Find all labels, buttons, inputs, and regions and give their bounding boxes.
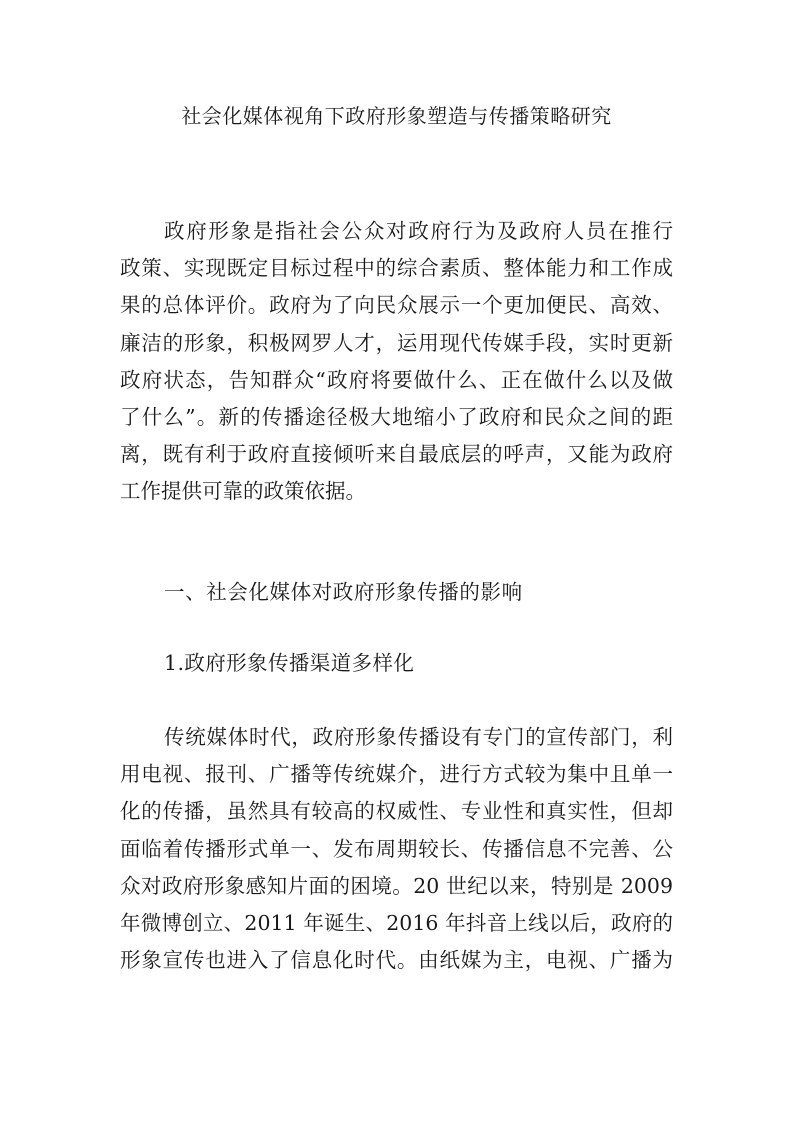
paragraph-line: 传统媒体时代，政府形象传播设有专门的宣传部门，利 [164,725,673,749]
paragraph-line: 离，既有利于政府直接倾听来自最底层的呼声，又能为政府 [120,442,673,467]
paragraph-line: 形象宣传也进入了信息化时代。由纸媒为主，电视、广播为 [120,948,673,973]
section-heading: 一、社会化媒体对政府形象传播的影响 [164,580,523,604]
paragraph-line: 年微博创立、2011 年诞生、2016 年抖音上线以后，政府的 [120,910,673,935]
paragraph-line: 政府形象是指社会公众对政府行为及政府人员在推行 [164,219,673,243]
paragraph-line: 果的总体评价。政府为了向民众展示一个更加便民、高效、 [120,293,673,318]
paragraph-line: 廉洁的形象，积极网罗人才，运用现代传媒手段，实时更新 [120,330,673,355]
paragraph-line: 了什么”。新的传播途径极大地缩小了政府和民众之间的距 [120,404,673,429]
paragraph-line: 面临着传播形式单一、发布周期较长、传播信息不完善、公 [120,836,673,861]
paragraph-line: 政策、实现既定目标过程中的综合素质、整体能力和工作成 [120,256,673,281]
paragraph-line: 众对政府形象感知片面的困境。20 世纪以来，特别是 2009 [120,873,673,898]
paragraph-line: 用电视、报刊、广播等传统媒介，进行方式较为集中且单一 [120,762,673,787]
document-title: 社会化媒体视角下政府形象塑造与传播策略研究 [181,104,612,128]
paragraph-line: 政府状态，告知群众“政府将要做什么、正在做什么以及做 [120,367,673,392]
subsection-heading: 1.政府形象传播渠道多样化 [164,651,415,675]
paragraph-line: 化的传播，虽然具有较高的权威性、专业性和真实性，但却 [120,799,673,824]
body-paragraph [120,719,673,979]
intro-paragraph [120,213,673,511]
paragraph-line: 工作提供可靠的政策依据。 [120,479,366,504]
